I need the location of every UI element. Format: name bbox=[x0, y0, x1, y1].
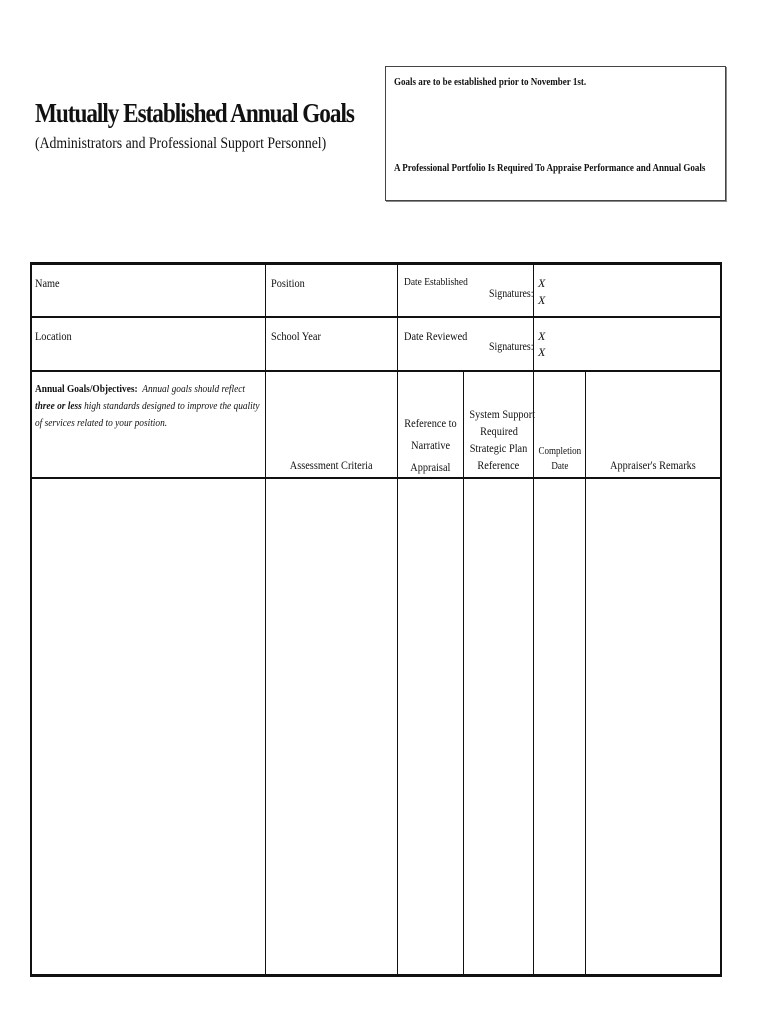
annual-goals-or-less: or less bbox=[57, 400, 82, 412]
signature-line-x[interactable]: X bbox=[538, 293, 546, 307]
school-year-label: School Year bbox=[271, 329, 321, 343]
form-bottom-border bbox=[30, 974, 722, 977]
name-label: Name bbox=[35, 276, 60, 290]
reference-line: Appraisal bbox=[410, 460, 451, 474]
notice-portfolio: A Professional Portfolio Is Required To Appraise Performance and Annual Goals bbox=[394, 162, 706, 174]
assessment-criteria-header: Assessment Criteria bbox=[290, 458, 373, 472]
annual-goals-label: Annual Goals/Objectives: bbox=[35, 383, 138, 395]
location-label: Location bbox=[35, 329, 72, 343]
position-label: Position bbox=[271, 276, 305, 290]
system-support-line: Reference bbox=[477, 458, 520, 472]
annual-goals-instructions bbox=[35, 381, 263, 432]
remarks-entry-area[interactable] bbox=[586, 479, 720, 974]
signature-line-x[interactable]: X bbox=[538, 329, 546, 343]
reference-line: Narrative bbox=[411, 438, 450, 452]
date-reviewed-label: Date Reviewed bbox=[404, 329, 468, 343]
annual-goals-note: Annual goals should reflect bbox=[142, 383, 246, 395]
annual-goals-note-cont: high standards designed to improve the quality of services related to your position. bbox=[35, 400, 260, 429]
form-right-border bbox=[720, 262, 722, 977]
form-column-divider bbox=[397, 262, 398, 372]
notice-deadline: Goals are to be established prior to November 1st. bbox=[394, 76, 587, 88]
system-support-entry-area[interactable] bbox=[464, 479, 533, 974]
page-subtitle: (Administrators and Professional Support Personnel) bbox=[35, 135, 327, 152]
goals-entry-area[interactable] bbox=[32, 479, 265, 974]
appraisers-remarks-header: Appraiser's Remarks bbox=[610, 458, 696, 472]
form-row-divider bbox=[30, 370, 722, 372]
signatures-label: Signatures: bbox=[489, 341, 534, 353]
completion-date-entry-area[interactable] bbox=[534, 479, 585, 974]
reference-header bbox=[398, 412, 463, 478]
system-support-header bbox=[464, 406, 533, 474]
completion-line: Date bbox=[550, 461, 569, 472]
date-established-label: Date Established bbox=[404, 276, 468, 288]
notice-box bbox=[385, 66, 726, 201]
signature-line-x[interactable]: X bbox=[538, 276, 546, 290]
reference-line: Reference to bbox=[404, 416, 457, 430]
reference-entry-area[interactable] bbox=[398, 479, 463, 974]
completion-line: Completion bbox=[538, 446, 581, 457]
assessment-entry-area[interactable] bbox=[266, 479, 397, 974]
page-title: Mutually Established Annual Goals bbox=[35, 98, 354, 128]
signature-line-x[interactable]: X bbox=[538, 345, 546, 359]
system-support-line: Required bbox=[479, 424, 518, 438]
system-support-line: Strategic Plan bbox=[469, 441, 528, 455]
system-support-line: System Support bbox=[469, 407, 535, 421]
signatures-label: Signatures: bbox=[489, 288, 534, 300]
form-row-divider bbox=[30, 316, 722, 318]
annual-goals-three: three bbox=[35, 400, 55, 412]
completion-date-header bbox=[534, 444, 585, 474]
form-top-border bbox=[30, 262, 722, 265]
